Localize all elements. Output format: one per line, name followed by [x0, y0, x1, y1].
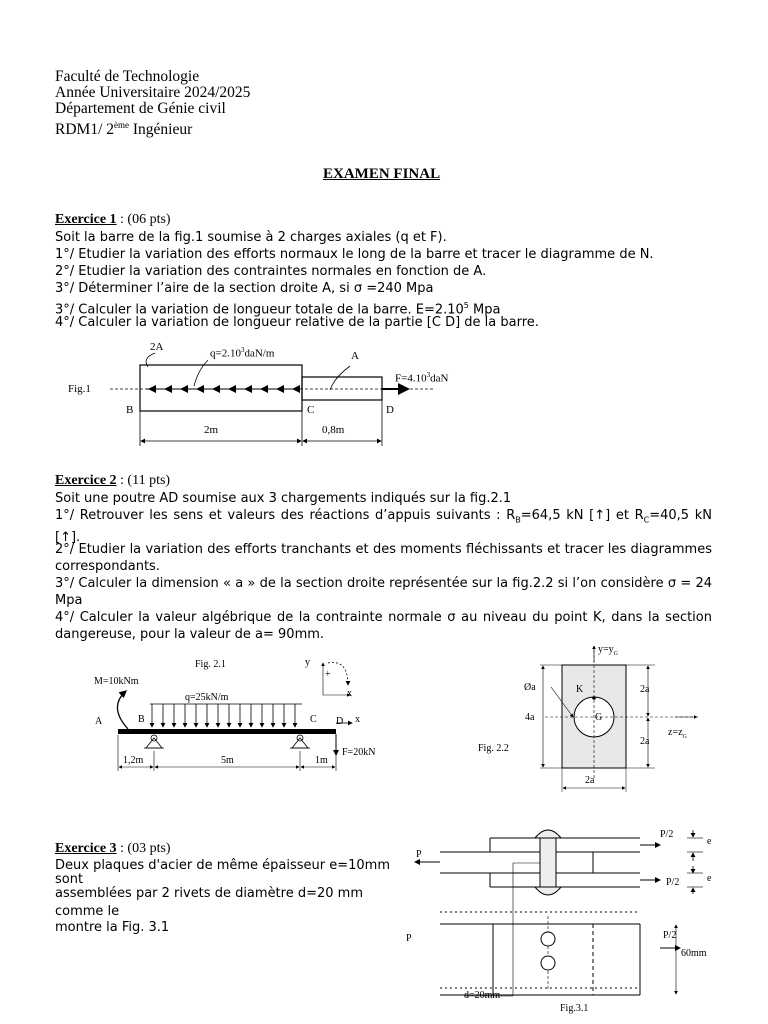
- ex1-q3: 3°/ Déterminer l’aire de la section droite A, si σ =240 Mpa: [55, 281, 434, 296]
- page-title: EXAMEN FINAL: [323, 166, 441, 182]
- fig22-point-K: [592, 696, 596, 700]
- fig21-dim-12m: 1,2m: [123, 755, 144, 766]
- ex2-heading: Exercice 2 : (11 pts): [55, 473, 171, 488]
- ex1-intro: Soit la barre de la fig.1 soumise à 2 charges axiales (q et F).: [55, 230, 447, 245]
- fig22-2a-bottom: 2a: [640, 736, 650, 747]
- ex3-line2: sont: [55, 872, 84, 887]
- fig21-y-label: y: [305, 657, 310, 668]
- fig21-moment-label: M=10kNm: [94, 676, 139, 687]
- fig21-support-B: [144, 735, 164, 748]
- fig31-P-plan: P: [406, 933, 412, 944]
- fig21-point-B: B: [138, 714, 145, 725]
- fig31-e-bottom: e: [707, 873, 712, 884]
- fig1-point-D: D: [386, 404, 394, 416]
- fig22-diam-label: Øa: [524, 682, 536, 693]
- fig1-len-08m: 0,8m: [322, 424, 345, 436]
- fig22-z-label: $z=z_G$: [668, 727, 687, 740]
- fig31-P-section: P: [416, 849, 422, 860]
- ex2-q2: 2°/ Etudier la variation des efforts tranchants et des moments fléchissants et tracer les diagrammes correspondants.: [55, 542, 712, 574]
- fig31-p2-plan: P/2: [663, 930, 677, 941]
- fig31-p2-bottom: P/2: [666, 877, 680, 888]
- fig21-F-label: F=20kN: [342, 747, 376, 758]
- ex3-heading: Exercice 3 : (03 pts): [55, 841, 171, 856]
- fig31-plan-view: [440, 863, 680, 996]
- fig1-F-label: $F=4.10^3daN$: [395, 371, 449, 385]
- fig22-2a-top: 2a: [640, 684, 650, 695]
- fig21-point-A: A: [95, 716, 103, 727]
- ex3-line1: Deux plaques d'acier de même épaisseur e=10mm: [55, 858, 391, 873]
- fig21-distributed-load: [150, 704, 302, 727]
- department-line: Département de Génie civil: [55, 100, 226, 117]
- fig21-dim-1m: 1m: [315, 755, 328, 766]
- fig21-moment-arrow: [117, 691, 128, 729]
- fig1-len-2m: 2m: [204, 424, 219, 436]
- fig31-label: Fig.3.1: [560, 1003, 589, 1014]
- fig31-riveted-joint: [395, 818, 725, 1018]
- fig1-label: Fig.1: [68, 383, 91, 395]
- fig21-x-label: x: [347, 688, 352, 699]
- fig21-plus-label: +: [325, 669, 331, 680]
- fig22-2a-width: 2a: [585, 775, 595, 786]
- fig21-q-label: q=25kN/m: [185, 692, 229, 703]
- ex1-q1: 1°/ Etudier la variation des efforts normaux le long de la barre et tracer le diagramme de N.: [55, 247, 654, 262]
- fig31-p2-top: P/2: [660, 829, 674, 840]
- fig21-label: Fig. 2.1: [195, 659, 226, 670]
- fig22-height-label: 4a: [525, 712, 535, 723]
- fig21-point-C: C: [310, 714, 317, 725]
- ex1-heading: Exercice 1 : (06 pts): [55, 212, 171, 227]
- fig1-distributed-load: [146, 385, 300, 393]
- fig1-point-B: B: [126, 404, 134, 416]
- ex1-q5: 4°/ Calculer la variation de longueur relative de la partie [C D] de la barre.: [55, 315, 539, 330]
- fig1-q-label: $q=2.10^3daN/m$: [210, 346, 275, 360]
- ex2-q1: 1°/ Retrouver les sens et valeurs des réactions d’appuis suivants : $R_B=64,5$ kN [↑] et $R_C=40,5$ kN [↑].: [55, 508, 712, 545]
- fig21-point-D: D: [336, 716, 344, 727]
- ex1-q4: 3°/ Calculer la variation de longueur totale de la barre. $E=2.10^5$ Mpa: [55, 301, 501, 318]
- fig1-area-A: A: [351, 350, 359, 362]
- ex3-line5: montre la Fig. 3.1: [55, 920, 170, 935]
- fig31-rivet-diameter: d=20mm: [464, 990, 501, 1001]
- fig1-section-A: [302, 377, 382, 400]
- fig21-x-axis-label: x: [355, 714, 360, 725]
- fig22-label: Fig. 2.2: [478, 743, 509, 754]
- fig1-leader-A: [330, 366, 350, 390]
- ex3-line4: comme le: [55, 904, 120, 919]
- fig22-y-label: $y=y_G$: [598, 644, 618, 657]
- ex2-intro: Soit une poutre AD soumise aux 3 chargements indiqués sur la fig.2.1: [55, 491, 512, 506]
- fig21-support-C: [290, 735, 310, 748]
- year-line: Année Universitaire 2024/2025: [55, 84, 251, 101]
- course-line: RDM1/ 2ème Ingénieur: [55, 120, 193, 139]
- fig1-area-2A: 2A: [150, 341, 164, 353]
- faculty-line: Faculté de Technologie: [55, 68, 200, 85]
- fig1-point-C: C: [307, 404, 315, 416]
- ex1-q2: 2°/ Etudier la variation des contraintes normales en fonction de A.: [55, 264, 487, 279]
- fig31-width-60mm: 60mm: [681, 948, 707, 959]
- fig21-beam: [118, 729, 336, 734]
- fig22-G-label: G: [595, 712, 603, 723]
- ex3-line3: assemblées par 2 rivets de diamètre d=20 mm: [55, 886, 363, 901]
- fig31-e-top: e: [707, 836, 712, 847]
- fig1-section-2A: [140, 365, 302, 411]
- fig21-dim-5m: 5m: [221, 755, 234, 766]
- ex2-q3: 3°/ Calculer la dimension « a » de la section droite représentée sur la fig.2.2 si l’on considère σ = 24 Mpa: [55, 576, 712, 608]
- ex2-q4: 4°/ Calculer la valeur algébrique de la contrainte normale σ au niveau du point K, dans la section dangereuse, pour la valeur de a= 90mm.: [55, 610, 712, 642]
- fig1-leader-q: [194, 360, 208, 386]
- fig22-K-label: K: [576, 684, 584, 695]
- fig22-section-diagram: [515, 640, 710, 800]
